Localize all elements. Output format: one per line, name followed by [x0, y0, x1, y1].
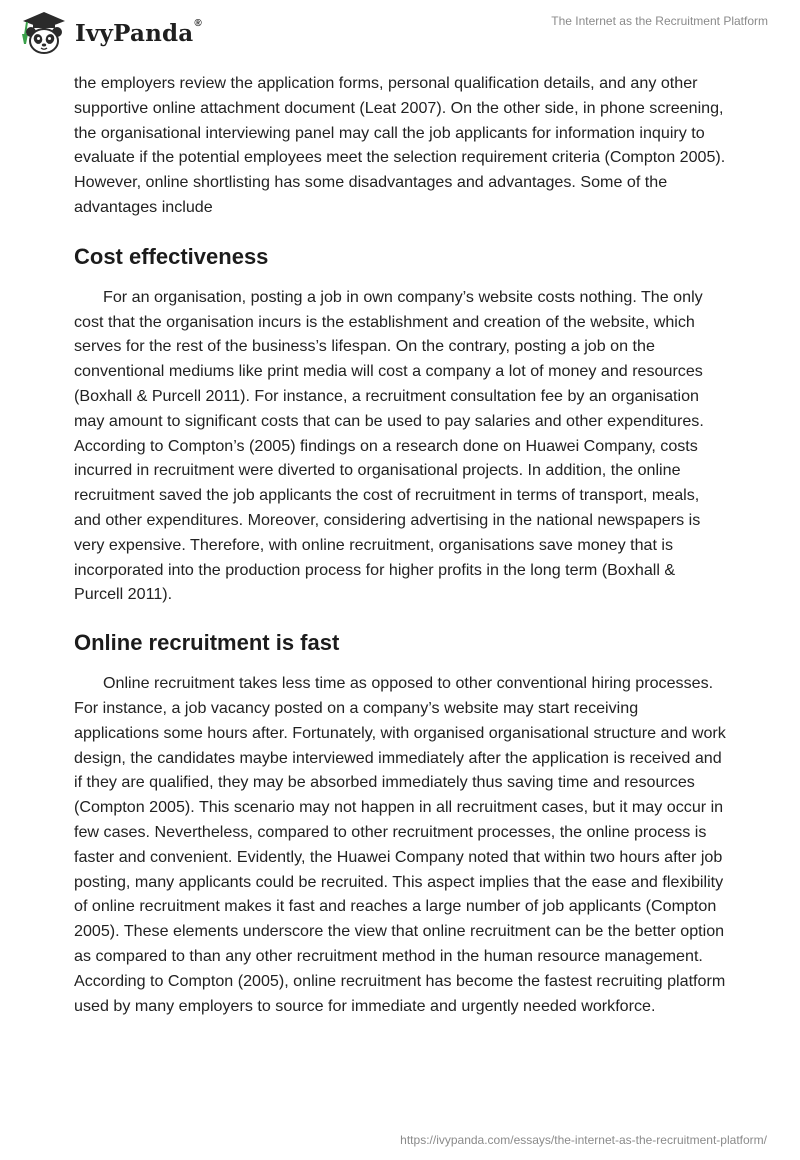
section-heading-online-recruitment-fast: Online recruitment is fast — [74, 630, 340, 656]
brand-name-text: IvyPanda — [75, 19, 194, 47]
document-title: The Internet as the Recruitment Platform — [551, 14, 768, 28]
intro-paragraph: the employers review the application forms, personal qualification details, and any other supportive online attachment document (Leat 2007). On the other side, in phone screening, the organisational interviewing panel may call the job applicants for information inquiry to evaluate if the potential employees meet the selection requirement criteria (Compton 2005). However, online shortlisting has some disadvantages and advantages. Some of the advantages include — [74, 74, 726, 216]
essay-content — [74, 71, 726, 1018]
page-header — [0, 0, 800, 70]
brand-name — [75, 17, 202, 47]
brand-registered-mark: ® — [194, 17, 202, 29]
section-body-online-recruitment-fast: Online recruitment takes less time as opposed to other conventional hiring processes. For instance, a job vacancy posted on a company’s website may start receiving applications some hours after. Fortunately, with organised organisational structure and work design, the candidates maybe interviewed immediately after the application is received and if they are qualified, they may be absorbed immediately thus saving time and resources (Compton 2005). This scenario may not happen in all recruitment cases, but it may occur in few cases. Nevertheless, compared to other recruitment processes, the online process is faster and convenient. Evidently, the Huawei Company noted that within two hours after job posting, many applicants could be recruited. This aspect implies that the ease and flexibility of online recruitment makes it fast and reaches a large number of job applicants (Compton 2005). These elements underscore the view that online recruitment can be the better option as compared to than any other recruitment method in the human resource management. According to Compton (2005), online recruitment has become the fastest recruiting platform used by many employers to source for immediate and urgently needed workforce. — [74, 674, 726, 1015]
panda-graduation-cap-icon — [15, 8, 71, 58]
section-body-cost-effectiveness: For an organisation, posting a job in own company’s website costs nothing. The only cost that the organisation incurs is the establishment and creation of the website, which serves for the rest of the business’s lifespan. On the contrary, posting a job on the conventional mediums like print media will cost a company a lot of money and resources (Boxhall & Purcell 2011). For instance, a recruitment consultation fee by an organisation may amount to significant costs that can be used to pay salaries and other expenditures. According to Compton’s (2005) findings on a research done on Huawei Company, costs incurred in recruitment were diverted to organisational projects. In addition, the online recruitment saved the job applicants the cost of recruitment in terms of transport, meals, and other expenditures. Moreover, considering advertising in the national newspapers is very expensive. Therefore, with online recruitment, organisations save money that is incorporated into the production process for higher profits in the long term (Boxhall & Purcell 2011). — [74, 287, 704, 604]
section-heading-cost-effectiveness: Cost effectiveness — [74, 243, 269, 269]
brand-logo[interactable] — [15, 8, 202, 58]
footer-source-url[interactable]: https://ivypanda.com/essays/the-internet-as-the-recruitment-platform/ — [400, 1133, 767, 1147]
